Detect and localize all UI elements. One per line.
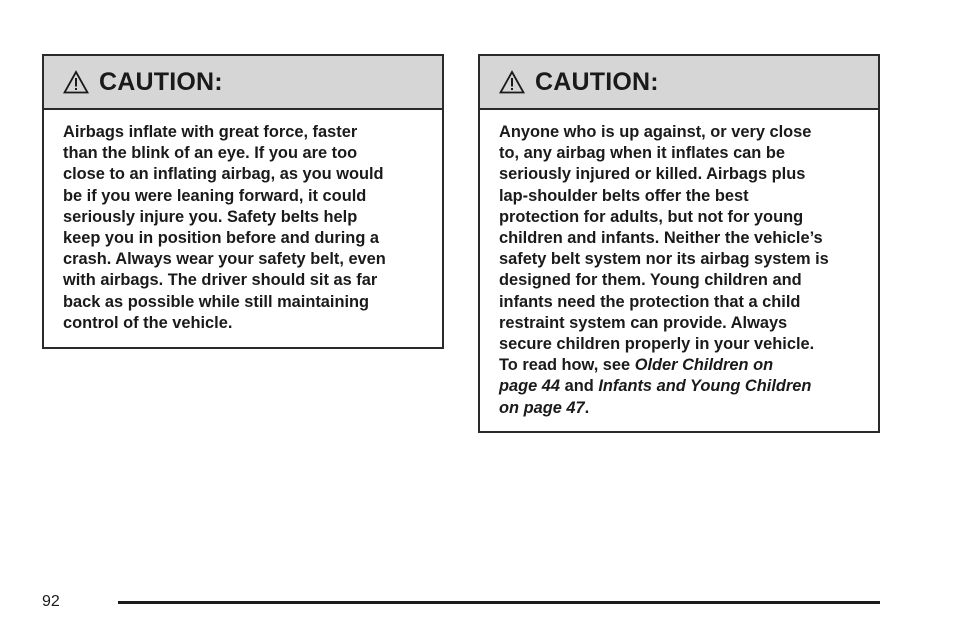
body-line: crash. Always wear your safety belt, even xyxy=(63,250,386,269)
reference-joiner: and xyxy=(564,377,594,396)
body-line: seriously injure you. Safety belts help xyxy=(63,207,358,226)
body-line: to, any airbag when it inflates can be xyxy=(499,144,785,163)
body-line: restraint system can provide. Always xyxy=(499,313,788,332)
body-line: than the blink of an eye. If you are too xyxy=(63,144,358,163)
body-line: control of the vehicle. xyxy=(63,313,233,332)
caution-box-close-to-airbag xyxy=(478,54,880,433)
body-line: secure children properly in your vehicle. xyxy=(499,335,815,354)
body-line: children and infants. Neither the vehicle’s xyxy=(499,229,823,248)
body-line: designed for them. Young children and xyxy=(499,271,802,290)
body-line: seriously injured or killed. Airbags plus xyxy=(499,165,806,184)
caution-body xyxy=(44,110,442,334)
reference-older-children[interactable]: Older Children on xyxy=(634,356,774,375)
body-line: keep you in position before and during a xyxy=(63,229,379,248)
page-number: 92 xyxy=(42,593,60,610)
caution-title: CAUTION: xyxy=(535,67,659,96)
body-line: infants need the protection that a child xyxy=(499,292,801,311)
reference-infants-page[interactable]: on page 47 xyxy=(499,398,585,417)
body-line: safety belt system nor its airbag system is xyxy=(499,250,829,269)
warning-triangle-icon xyxy=(499,70,525,94)
body-line: lap-shoulder belts offer the best xyxy=(499,186,749,205)
caution-title: CAUTION: xyxy=(99,67,223,96)
reference-infants-young-children[interactable]: Infants and Young Children xyxy=(598,377,812,396)
reference-older-children-page[interactable]: page 44 xyxy=(499,377,561,396)
caution-header xyxy=(44,56,442,110)
body-line: with airbags. The driver should sit as far xyxy=(63,271,378,290)
footer-rule xyxy=(118,601,880,604)
reference-line xyxy=(499,376,860,397)
reference-end: . xyxy=(584,398,590,417)
caution-body xyxy=(480,110,878,419)
reference-line xyxy=(499,398,860,419)
reference-intro: To read how, see xyxy=(499,356,631,375)
body-line: Anyone who is up against, or very close xyxy=(499,123,812,141)
body-line: be if you were leaning forward, it could xyxy=(63,186,367,205)
body-line: close to an inflating airbag, as you would xyxy=(63,165,384,184)
caution-header xyxy=(480,56,878,110)
body-line: protection for adults, but not for young xyxy=(499,207,804,226)
body-line: back as possible while still maintaining xyxy=(63,292,370,311)
reference-line xyxy=(499,355,860,376)
caution-box-airbag-force xyxy=(42,54,444,349)
warning-triangle-icon xyxy=(63,70,89,94)
body-line: Airbags inflate with great force, faster xyxy=(63,123,358,141)
